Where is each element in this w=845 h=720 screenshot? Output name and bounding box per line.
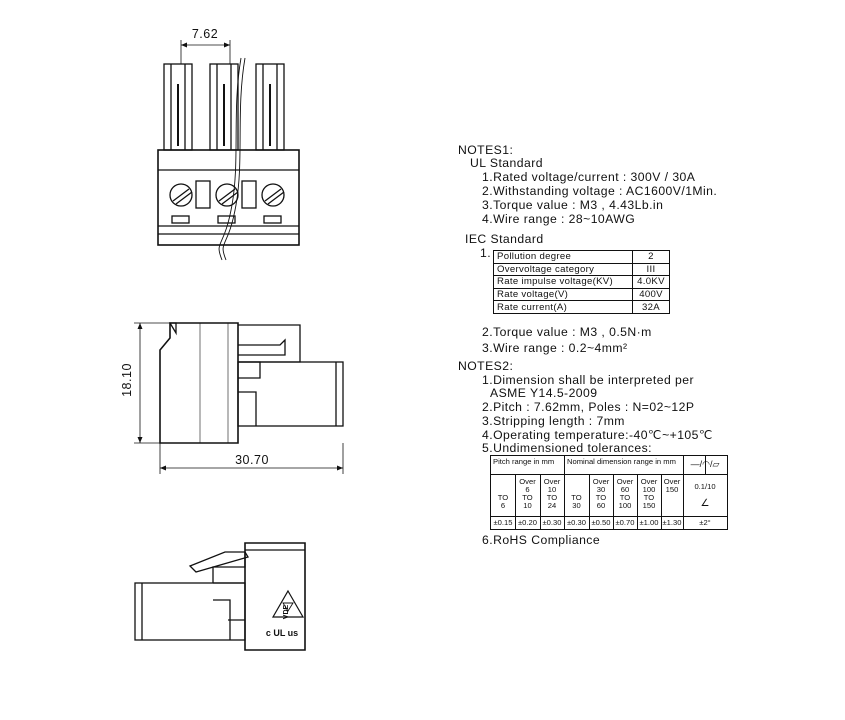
nominal-range-over: Over 60 — [616, 477, 634, 494]
angle-icon: ∠ — [700, 498, 710, 509]
table-row — [494, 276, 670, 289]
ul-item: 2.Withstanding voltage : AC1600V/1Min. — [482, 184, 718, 198]
iec-param: Rate voltage(V) — [494, 288, 633, 301]
nominal-range-to: TO 100 — [618, 493, 632, 510]
notes2-heading: NOTES2: — [458, 359, 514, 373]
pitch-range-to: TO 6 — [497, 493, 509, 510]
iec-param: Overvoltage category — [494, 263, 633, 276]
iec-value: 2 — [633, 251, 670, 264]
table-row — [494, 263, 670, 276]
front-view — [158, 40, 299, 260]
form-tolerance-symbols: —/◠/▱ — [690, 459, 720, 469]
length-dimension-label: 30.70 — [235, 453, 269, 467]
notes2-item: 3.Stripping length : 7mm — [482, 414, 625, 428]
tolerance-table — [490, 455, 728, 530]
tolerance-value: ±0.20 — [518, 518, 537, 527]
iec-param: Pollution degree — [494, 251, 633, 264]
tolerance-value: ±0.50 — [591, 518, 611, 527]
ul-mark: c UL us — [265, 628, 299, 638]
notes2-item: 4.Operating temperature:-40℃~+105℃ — [482, 428, 714, 442]
iec-table-index: 1. — [480, 246, 492, 260]
tolerance-value: ±0.30 — [567, 518, 586, 527]
nominal-range-over: Over 150 — [663, 477, 681, 494]
rohs-note: 6.RoHS Compliance — [482, 533, 601, 547]
iec-item: 3.Wire range : 0.2~4mm² — [482, 341, 628, 355]
notes2-item: 1.Dimension shall be interpreted per — [482, 373, 694, 387]
ul-item: 3.Torque value : M3 , 4.43Lb.in — [482, 198, 664, 212]
ul-item: 4.Wire range : 28~10AWG — [482, 212, 636, 226]
notes2-item: 2.Pitch : 7.62mm, Poles : N=02~12P — [482, 400, 695, 414]
iec-value: 4.0KV — [633, 276, 670, 289]
pitch-range-to: TO 24 — [546, 493, 558, 510]
iec-standard-heading: IEC Standard — [465, 232, 544, 246]
tolerance-value: ±1.30 — [662, 518, 682, 527]
tolerance-value: ±0.70 — [615, 518, 635, 527]
nominal-range-to: TO 60 — [595, 493, 607, 510]
pitch-range-over: Over 6 — [519, 477, 536, 494]
iec-param: Rate current(A) — [494, 301, 633, 314]
height-dimension-label: 18.10 — [120, 363, 134, 397]
iec-table — [493, 250, 670, 314]
nominal-range-to: TO 30 — [571, 493, 582, 510]
tolerance-value: ±1.00 — [639, 518, 659, 527]
ul-item: 1.Rated voltage/current : 300V / 30A — [482, 170, 696, 184]
notes2-item: 5.Undimensioned tolerances: — [482, 441, 653, 455]
notes2-item: ASME Y14.5-2009 — [490, 386, 598, 400]
notes1-heading: NOTES1: — [458, 143, 514, 157]
iec-item: 2.Torque value : M3 , 0.5N·m — [482, 325, 652, 339]
pitch-dimension-label: 7.62 — [191, 27, 219, 41]
pitch-range-over: Over 10 — [543, 477, 561, 494]
nominal-range-over: Over 100 — [640, 477, 658, 494]
nominal-range-over: Over 30 — [592, 477, 610, 494]
table-row — [494, 251, 670, 264]
angle-tolerance: ±2° — [699, 518, 711, 527]
tolerance-value: ±0.15 — [493, 518, 513, 527]
side-view — [134, 323, 343, 474]
pitch-range-to: TO 10 — [522, 493, 533, 510]
iec-value: 400V — [633, 288, 670, 301]
ul-standard-heading: UL Standard — [470, 156, 543, 170]
flatness-tolerance: 0.1/10 — [694, 482, 716, 491]
iec-value: III — [633, 263, 670, 276]
vde-mark: VDE — [283, 604, 290, 620]
table-row — [494, 301, 670, 314]
iec-value: 32A — [633, 301, 670, 314]
nominal-range-header: Nominal dimension range in mm — [567, 457, 676, 466]
nominal-range-to: TO 150 — [642, 493, 656, 510]
pitch-range-header: Pitch range in mm — [493, 457, 555, 466]
tolerance-value: ±0.30 — [542, 518, 562, 527]
table-row — [494, 288, 670, 301]
iec-param: Rate impulse voltage(KV) — [494, 276, 633, 289]
